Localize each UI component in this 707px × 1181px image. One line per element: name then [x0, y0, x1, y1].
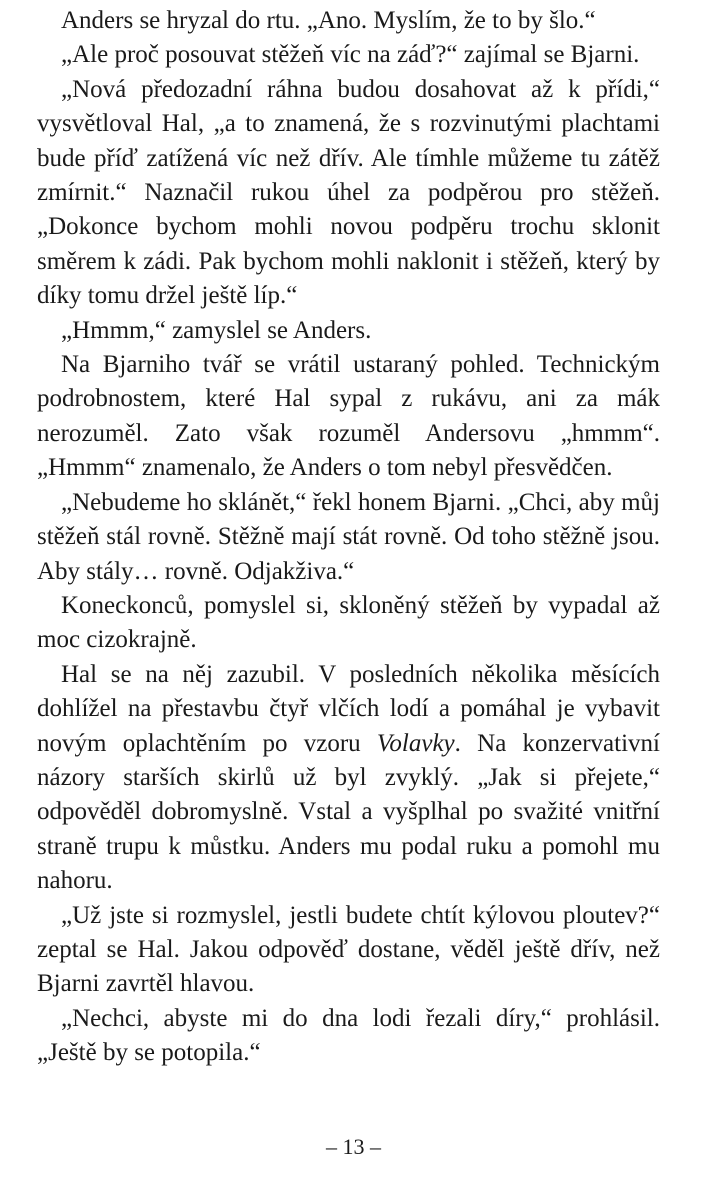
paragraph: „Ale proč posouvat stěžeň víc na záď?“ zajímal se Bjarni.	[61, 41, 640, 69]
paragraph-text: Hal se na něj zazubil. V posledních několika měsících dohlížel na přestavbu čtyř vlčích lodí a pomáhal je vybavit novým oplachtěním po vzoru	[37, 660, 660, 757]
paragraph: „Nechci, abyste mi do dna lodi řezali díry,“ prohlásil. „Ještě by se potopila.“	[37, 1004, 660, 1067]
paragraph-text: . Na konzervativní názory starších skirlů už byl zvyklý. „Jak si přejete,“ odpověděl dobromyslně. Vstal a vyšplhal po svažité vnitřní straně trupu k můstku. Anders mu podal ruku a pomohl mu nahoru.	[37, 729, 660, 895]
paragraph: „Už jste si rozmyslel, jestli budete chtít kýlovou ploutev?“ zeptal se Hal. Jakou odpověď dostane, věděl ještě dřív, než Bjarni zavrtěl hlavou.	[37, 901, 660, 998]
ship-name-italic: Volavky	[376, 729, 455, 757]
paragraph: „Nebudeme ho sklánět,“ řekl honem Bjarni. „Chci, aby můj stěžeň stál rovně. Stěžně mají stát rovně. Od toho stěžně jsou. Aby stály… rovně. Odjakživa.“	[37, 488, 660, 585]
paragraph: „Hmmm,“ zamyslel se Anders.	[61, 316, 372, 344]
page-number: – 13 –	[326, 1134, 381, 1159]
paragraph	[37, 658, 660, 899]
paragraph: Anders se hryzal do rtu. „Ano. Myslím, že to by šlo.“	[61, 7, 596, 34]
paragraph: Koneckonců, pomyslel si, skloněný stěžeň by vypadal až moc cizokrajně.	[37, 591, 660, 654]
paragraph: Na Bjarniho tvář se vrátil ustaraný pohled. Technickým podrobnostem, které Hal sypal z rukávu, ani za mák nerozuměl. Zato však rozuměl Andersovu „hmmm“. „Hmmm“ znamenalo, že Anders o tom nebyl přesvědčen.	[37, 351, 660, 482]
paragraph: „Nová předozadní ráhna budou dosahovat až k přídi,“ vysvětloval Hal, „a to znamená, že s rozvinutými plachtami bude příď zatížená víc než dřív. Ale tímhle můžeme tu zátěž zmírnit.“ Naznačil rukou úhel za podpěrou pro stěžeň. „Dokonce bychom mohli novou podpěru trochu sklonit směrem k zádi. Pak bychom mohli naklonit i stěžeň, který by díky tomu držel ještě líp.“	[37, 75, 660, 310]
body-text	[37, 4, 660, 1071]
